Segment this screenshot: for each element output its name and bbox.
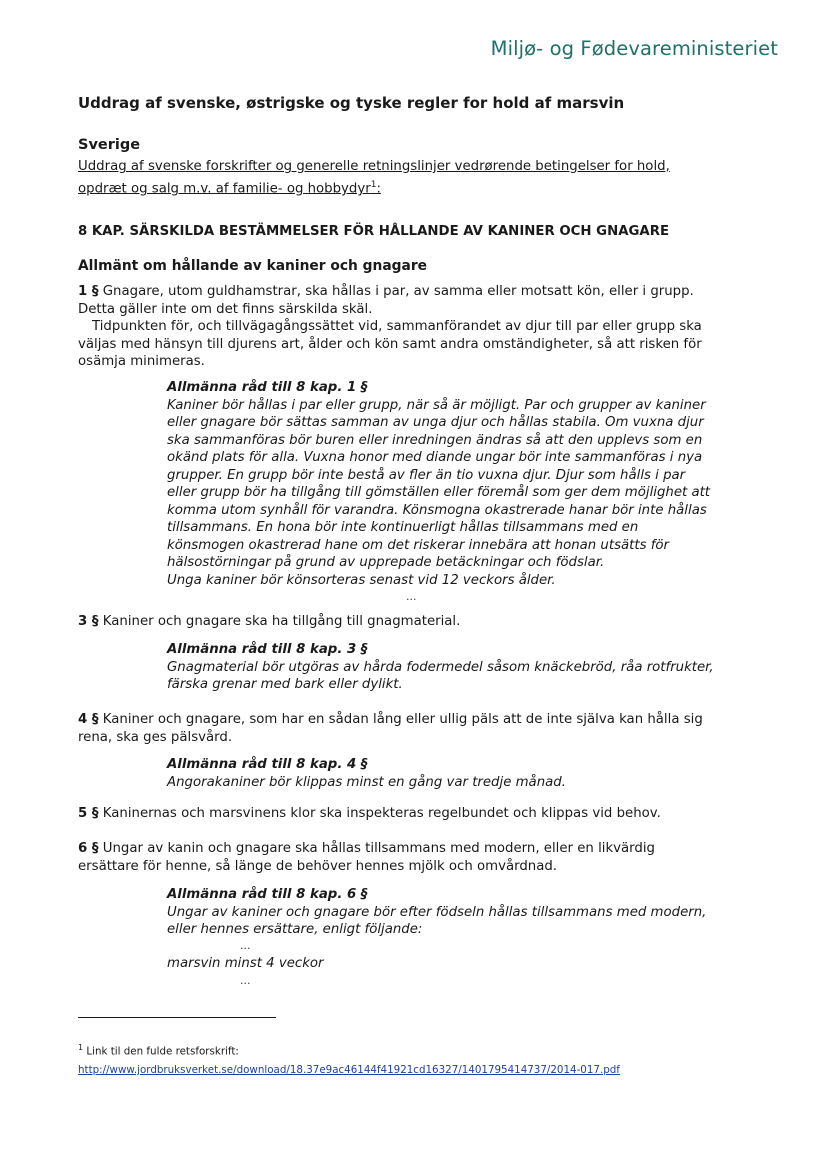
advice-1-line: könsmogen okastrerad hane om det riskerar innebära att honan utsätts för: [167, 537, 670, 553]
section-3-number: 3 §: [78, 614, 99, 629]
section-6-number: 6 §: [78, 841, 99, 856]
advice-1-line: okänd plats för alla. Vuxna honor med diande ungar bör inte sammanföras i nya: [167, 450, 703, 465]
advice-6-heading: Allmänna råd till 8 kap. 6 §: [167, 887, 368, 902]
section-4-line-2: rena, ska ges pälsvård.: [78, 729, 233, 745]
advice-4-line: Angorakaniner bör klippas minst en gång var tredje månad.: [167, 774, 566, 790]
intro-text: [78, 157, 718, 198]
section-1-line-1: [78, 283, 768, 301]
advice-1-heading: Allmänna råd till 8 kap. 1 §: [167, 380, 368, 395]
advice-1-line: eller grupp bör ha tillgång till gömställen eller föremål som ger dem möjlighet att: [167, 485, 711, 500]
section-3-text: Kaniner och gnagare ska ha tillgång till gnagmaterial.: [98, 614, 461, 629]
advice-1: [167, 379, 757, 589]
section-3: [78, 613, 768, 631]
section-1-line-3: Tidpunkten för, och tillvägagångssättet vid, sammanförandet av djur till par eller grupp ska: [92, 319, 702, 334]
ellipsis: ...: [240, 974, 251, 987]
advice-4: [167, 756, 757, 791]
advice-1-line: grupper. En grupp bör inte bestå av fler än tio vuxna djur. Djur som hålls i par: [167, 467, 686, 483]
advice-1-line: tillsammans. En hona bör inte kontinuerligt hållas tillsammans med en: [167, 520, 639, 535]
advice-1-line: ska sammanföras bör buren eller inredningen ändras så att den upplevs som en: [167, 432, 703, 448]
advice-3: [167, 641, 757, 694]
section-6: [78, 840, 768, 875]
section-4-text-1: Kaniner och gnagare, som har en sådan lång eller ullig päls att de inte själva kan hålla sig: [98, 712, 703, 727]
section-6-text-1: Ungar av kanin och gnagare ska hållas tillsammans med modern, eller en likvärdig: [98, 841, 655, 856]
country-heading: Sverige: [78, 137, 141, 153]
section-1-number: 1 §: [78, 284, 99, 299]
section-5: [78, 805, 768, 823]
section-4-line-1: [78, 711, 768, 729]
advice-6: [167, 886, 757, 939]
section-4: [78, 711, 768, 746]
advice-4-heading: Allmänna råd till 8 kap. 4 §: [167, 757, 368, 772]
section-6-line-1: [78, 840, 768, 858]
section-4-number: 4 §: [78, 712, 99, 727]
section-subheading: Allmänt om hållande av kaniner och gnagare: [78, 258, 428, 274]
advice-3-heading: Allmänna råd till 8 kap. 3 §: [167, 642, 368, 657]
section-5-text: Kaninernas och marsvinens klor ska inspekteras regelbundet och klippas vid behov.: [98, 806, 661, 821]
advice-3-line: Gnagmaterial bör utgöras av hårda fodermedel såsom knäckebröd, råa rotfrukter,: [167, 659, 714, 675]
section-3-line-1: [78, 613, 768, 631]
section-5-line-1: [78, 805, 768, 823]
section-1-text-1: Gnagare, utom guldhamstrar, ska hållas i par, av samma eller motsatt kön, eller i grupp.: [98, 284, 694, 299]
advice-6-line: Ungar av kaniner och gnagare bör efter födseln hållas tillsammans med modern,: [167, 904, 707, 920]
intro-line-2-text: opdræt og salg m.v. af familie- og hobbydyr: [78, 181, 371, 197]
advice-1-line: hälsostörningar på grund av upprepade betäckningar och födslar.: [167, 555, 605, 570]
ellipsis: ...: [406, 590, 417, 603]
footnote: [78, 1043, 239, 1057]
footnote-link[interactable]: http://www.jordbruksverket.se/download/18.37e9ac46144f41921cd16327/1401795414737/2014-017.pdf: [78, 1064, 620, 1076]
advice-1-line: komma utom synhåll för varandra. Könsmogna okastrerade hanar bör inte hållas: [167, 502, 707, 518]
section-1: [78, 283, 768, 371]
advice-6-line: eller hennes ersättare, enligt följande:: [167, 922, 423, 937]
section-6-line-2: ersättare för henne, så länge de behöver hennes mjölk och omvårdnad.: [78, 858, 558, 874]
section-1-line-2: Detta gäller inte om det finns särskilda skäl.: [78, 301, 373, 317]
footnote-ref: 1: [370, 180, 377, 190]
intro-line-2: [78, 176, 718, 198]
intro-colon: :: [376, 181, 381, 197]
advice-6-item: marsvin minst 4 veckor: [167, 956, 324, 971]
section-1-line-4: väljas med hänsyn till djurens art, ålder och kön samt andra omständigheter, så att risken för: [78, 336, 702, 352]
section-1-line-5: osämja minimeras.: [78, 354, 205, 369]
advice-3-line: färska grenar med bark eller dylikt.: [167, 677, 403, 692]
section-5-number: 5 §: [78, 806, 99, 821]
footnote-number: 1: [78, 1043, 84, 1052]
advice-1-line: Unga kaniner bör könsorteras senast vid 12 veckors ålder.: [167, 572, 556, 588]
ministry-logo-text: Miljø- og Fødevareministeriet: [490, 37, 778, 60]
advice-1-line: eller gnagare bör sättas samman av unga djur och hållas stabila. Om vuxna djur: [167, 415, 704, 430]
ellipsis: ...: [240, 939, 251, 952]
document-title: Uddrag af svenske, østrigske og tyske regler for hold af marsvin: [78, 94, 625, 112]
footnote-text: Link til den fulde retsforskrift:: [83, 1045, 239, 1058]
footnote-divider: [78, 1017, 276, 1018]
advice-1-line: Kaniner bör hållas i par eller grupp, när så är möjligt. Par och grupper av kaniner: [167, 397, 706, 413]
intro-line-1: Uddrag af svenske forskrifter og generelle retningslinjer vedrørende betingelser for hold,: [78, 159, 670, 174]
chapter-heading: 8 KAP. SÄRSKILDA BESTÄMMELSER FÖR HÅLLANDE AV KANINER OCH GNAGARE: [78, 224, 670, 239]
